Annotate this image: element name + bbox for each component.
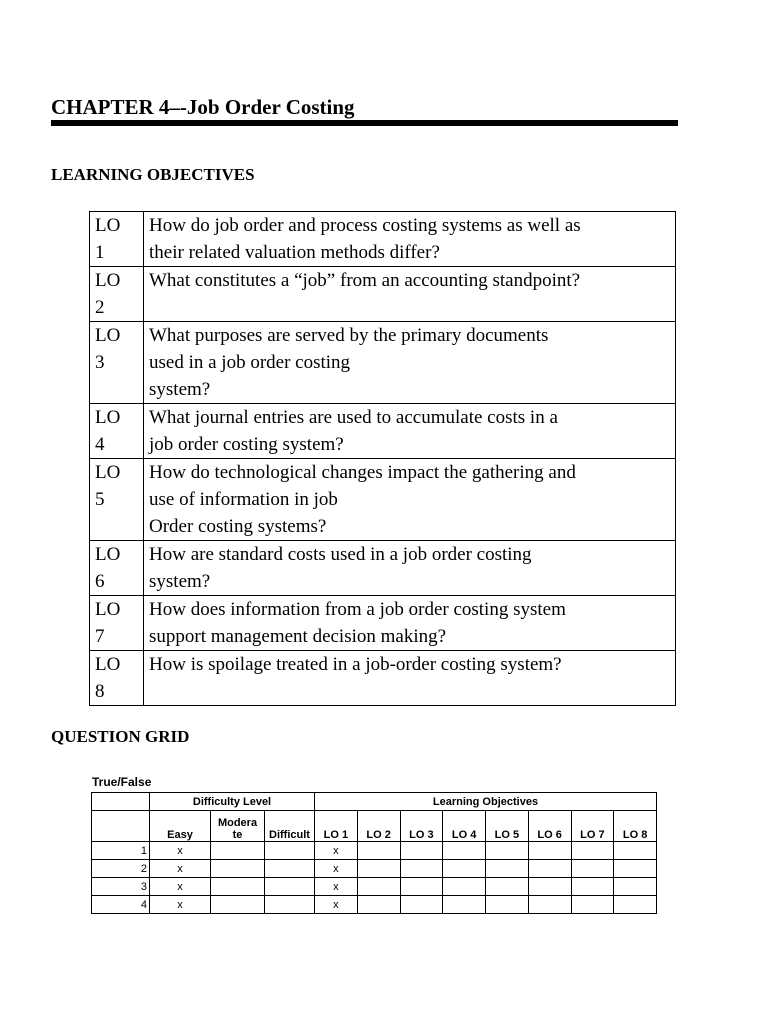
difficulty-header-line2: Easy (167, 829, 193, 841)
lo-text-line: use of information in job (149, 489, 338, 510)
objective-column-header: LO 4 (443, 811, 486, 842)
grid-mark-cell (486, 842, 529, 860)
grid-mark-cell (614, 860, 657, 878)
grid-mark-cell (571, 842, 614, 860)
grid-mark-cell (614, 878, 657, 896)
grid-mark-cell (443, 896, 486, 914)
lo-row (90, 404, 676, 459)
grid-row (92, 878, 657, 896)
lo-code-cell (90, 212, 144, 267)
grid-mark-cell (571, 860, 614, 878)
grid-mark-cell (528, 842, 571, 860)
question-number: 1 (92, 842, 150, 860)
learning-objectives-heading: LEARNING OBJECTIVES (51, 165, 255, 184)
grid-mark-cell (357, 842, 400, 860)
lo-text-line: Order costing systems? (149, 516, 327, 537)
difficulty-column-header (150, 811, 211, 842)
lo-text-cell (144, 596, 676, 651)
grid-mark-cell (486, 860, 529, 878)
question-number: 2 (92, 860, 150, 878)
lo-code-line: 7 (95, 626, 105, 647)
lo-text-line: How are standard costs used in a job order costing (149, 544, 532, 565)
grid-row (92, 842, 657, 860)
grid-mark-cell (528, 860, 571, 878)
lo-code-line: 8 (95, 681, 105, 702)
grid-mark-cell (486, 878, 529, 896)
lo-code-line: LO (95, 654, 121, 675)
lo-code-line: LO (95, 462, 121, 483)
grid-mark-cell: x (315, 878, 358, 896)
lo-code-cell (90, 404, 144, 459)
grid-mark-cell: x (150, 896, 211, 914)
grid-row (92, 896, 657, 914)
grid-mark-cell (443, 860, 486, 878)
grid-mark-cell: x (315, 896, 358, 914)
grid-mark-cell (528, 878, 571, 896)
lo-code-line: LO (95, 215, 121, 236)
lo-code-line: LO (95, 270, 121, 291)
grid-mark-cell (265, 878, 315, 896)
grid-mark-cell (211, 860, 265, 878)
lo-code-line: 3 (95, 352, 105, 373)
lo-code-cell (90, 596, 144, 651)
lo-text-line: system? (149, 379, 211, 400)
lo-code-line: LO (95, 544, 121, 565)
lo-text-line: their related valuation methods differ? (149, 242, 440, 263)
difficulty-column-header (211, 811, 265, 842)
lo-text-cell (144, 459, 676, 541)
lo-code-line: 2 (95, 297, 105, 318)
lo-row (90, 212, 676, 267)
title-rule (51, 120, 678, 126)
lo-text-line: How is spoilage treated in a job-order costing system? (149, 654, 562, 675)
lo-text-line: support management decision making? (149, 626, 447, 647)
grid-mark-cell (614, 842, 657, 860)
grid-row (92, 860, 657, 878)
lo-text-line: system? (149, 571, 211, 592)
lo-text-line: How does information from a job order costing system (149, 599, 566, 620)
lo-code-line: 6 (95, 571, 105, 592)
grid-header-row-1 (92, 793, 657, 811)
difficulty-header-line1: Modera (217, 817, 258, 829)
objective-column-header: LO 8 (614, 811, 657, 842)
objective-column-header: LO 6 (528, 811, 571, 842)
lo-row (90, 541, 676, 596)
lo-text-cell (144, 651, 676, 706)
grid-mark-cell (400, 842, 443, 860)
objective-column-header: LO 5 (486, 811, 529, 842)
grid-mark-cell (211, 878, 265, 896)
grid-mark-cell (443, 842, 486, 860)
lo-text-line: What constitutes a “job” from an accounting standpoint? (149, 270, 581, 291)
lo-text-cell (144, 322, 676, 404)
grid-mark-cell (357, 896, 400, 914)
grid-mark-cell (400, 896, 443, 914)
lo-text-cell (144, 267, 676, 322)
grid-mark-cell (443, 878, 486, 896)
grid-mark-cell: x (150, 878, 211, 896)
difficulty-header-line2: Difficult (269, 829, 310, 841)
grid-mark-cell (357, 860, 400, 878)
lo-code-line: 4 (95, 434, 105, 455)
lo-text-cell (144, 212, 676, 267)
grid-mark-cell (265, 842, 315, 860)
grid-mark-cell (211, 896, 265, 914)
lo-code-cell (90, 651, 144, 706)
grid-mark-cell (400, 860, 443, 878)
grid-mark-cell (211, 842, 265, 860)
grid-mark-cell: x (315, 842, 358, 860)
difficulty-header-line2: te (232, 829, 243, 841)
lo-code-line: 5 (95, 489, 105, 510)
objective-column-header: LO 3 (400, 811, 443, 842)
lo-text-line: used in a job order costing (149, 352, 351, 373)
grid-mark-cell: x (315, 860, 358, 878)
grid-mark-cell (265, 896, 315, 914)
grid-mark-cell: x (150, 842, 211, 860)
grid-mark-cell (528, 896, 571, 914)
question-number: 4 (92, 896, 150, 914)
grid-mark-cell (400, 878, 443, 896)
lo-code-line: LO (95, 407, 121, 428)
lo-text-line: How do technological changes impact the gathering and (149, 462, 576, 483)
grid-mark-cell: x (150, 860, 211, 878)
objective-column-header: LO 1 (315, 811, 358, 842)
lo-text-line: What purposes are served by the primary documents (149, 325, 549, 346)
lo-code-cell (90, 267, 144, 322)
question-grid-table (91, 792, 657, 914)
grid-corner-cell (92, 793, 150, 811)
difficulty-level-header: Difficulty Level (150, 793, 315, 811)
difficulty-column-header (265, 811, 315, 842)
lo-code-cell (90, 459, 144, 541)
objective-column-header: LO 7 (571, 811, 614, 842)
question-grid-heading: QUESTION GRID (51, 727, 190, 746)
true-false-label: True/False (92, 775, 152, 789)
lo-row (90, 267, 676, 322)
objective-column-header: LO 2 (357, 811, 400, 842)
lo-code-line: LO (95, 599, 121, 620)
lo-text-line: What journal entries are used to accumulate costs in a (149, 407, 558, 428)
learning-objectives-table (89, 211, 676, 706)
lo-code-cell (90, 322, 144, 404)
lo-text-line: job order costing system? (149, 434, 344, 455)
grid-mark-cell (571, 878, 614, 896)
lo-text-line: How do job order and process costing systems as well as (149, 215, 581, 236)
grid-mark-cell (486, 896, 529, 914)
question-number: 3 (92, 878, 150, 896)
lo-row (90, 322, 676, 404)
grid-mark-cell (571, 896, 614, 914)
lo-code-line: LO (95, 325, 121, 346)
lo-text-cell (144, 404, 676, 459)
lo-row (90, 651, 676, 706)
grid-mark-cell (357, 878, 400, 896)
grid-corner-cell (92, 811, 150, 842)
grid-header-row-2 (92, 811, 657, 842)
chapter-title: CHAPTER 4–-Job Order Costing (51, 95, 355, 119)
grid-mark-cell (265, 860, 315, 878)
lo-code-cell (90, 541, 144, 596)
lo-text-cell (144, 541, 676, 596)
grid-mark-cell (614, 896, 657, 914)
learning-objectives-header: Learning Objectives (315, 793, 657, 811)
lo-row (90, 459, 676, 541)
lo-code-line: 1 (95, 242, 105, 263)
lo-row (90, 596, 676, 651)
